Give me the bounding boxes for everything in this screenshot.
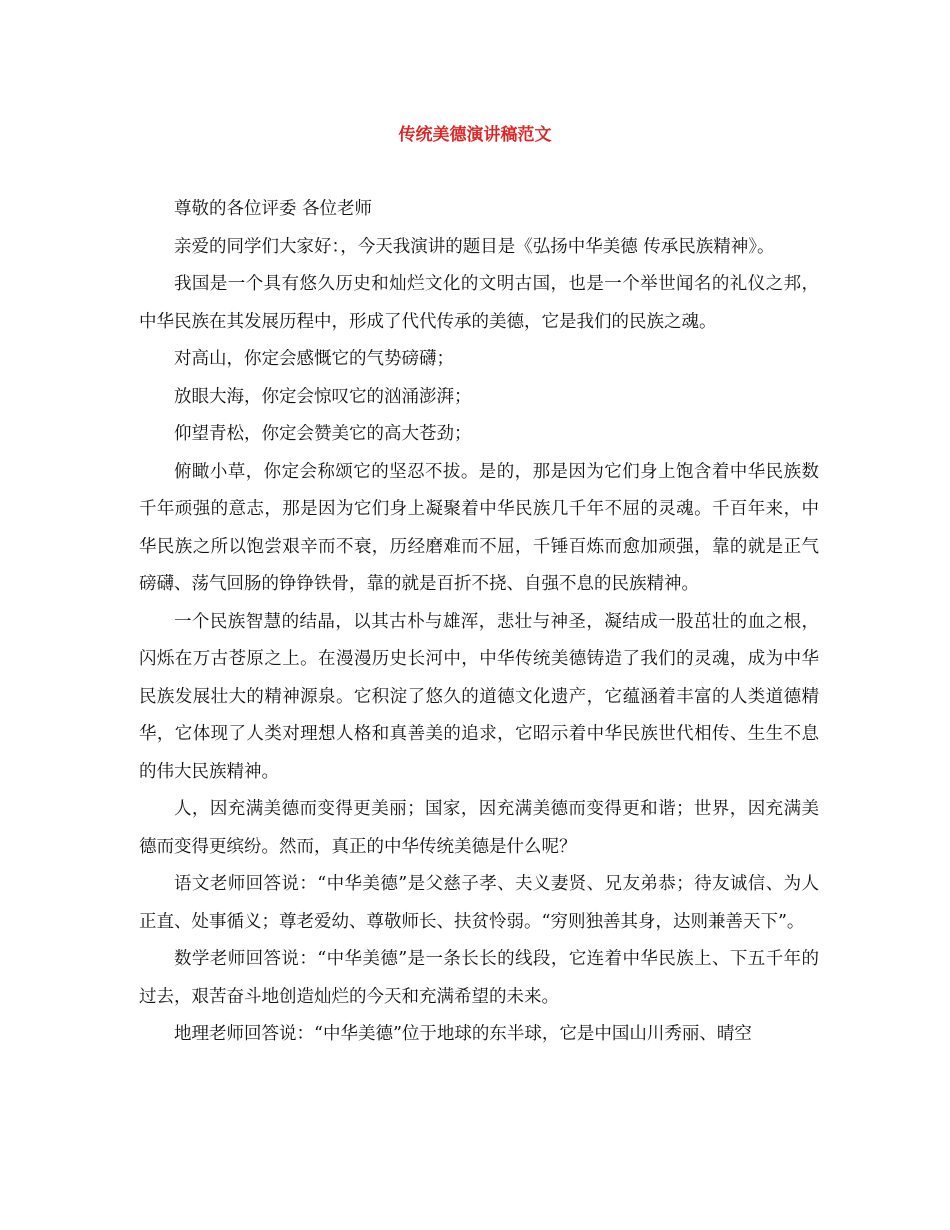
- paragraph-pine: 仰望青松，你定会赞美它的高大苍劲；: [174, 424, 472, 444]
- paragraph-question: 人，因充满美德而变得更美丽；国家，因充满美德而变得更和谐；世界，因充满美德而变得更缤纷。然而，真正的中华传统美德是什么呢？: [139, 799, 819, 857]
- paragraph-greeting: 亲爱的同学们大家好：，今天我演讲的题目是《弘扬中华美德 传承民族精神》。: [174, 236, 775, 257]
- paragraph-sea: 放眼大海，你定会惊叹它的汹涌澎湃；: [174, 386, 472, 407]
- document-title: 传统美德演讲稿范文: [398, 125, 552, 145]
- paragraph-grass: 俯瞰小草，你定会称颂它的坚忍不拔。是的，那是因为它们身上饱含着中华民族数千年顽强的意志，那是因为它们身上凝聚着中华民族几千年不屈的灵魂。千百年来，中华民族之所以饱尝艰辛而不衰，历经磨难而不屈，千锤百炼而愈加顽强，靠的就是正气磅礴、荡气回肠的铮铮铁骨，靠的就是百折不挠、自强不息的民族精神。: [139, 461, 819, 594]
- paragraph-salutation: 尊敬的各位评委 各位老师: [174, 199, 373, 219]
- paragraph-mountain: 对高山，你定会感慨它的气势磅礴；: [174, 349, 454, 369]
- document-body: [139, 191, 819, 1054]
- paragraph-geography-teacher: 地理老师回答说：“中华美德”位于地球的东半球，它是中国山川秀丽、晴空: [174, 1024, 752, 1044]
- paragraph-math-teacher: 数学老师回答说：“中华美德”是一条长长的线段，它连着中华民族上、下五千年的过去，艰苦奋斗地创造灿烂的今天和充满希望的未来。: [139, 949, 819, 1007]
- paragraph-chinese-teacher: 语文老师回答说：“中华美德”是父慈子孝、夫义妻贤、兄友弟恭；待友诚信、为人正直、处事循义；尊老爱幼、尊敬师长、扶贫怜弱。“穷则独善其身，达则兼善天下”。: [139, 874, 819, 932]
- paragraph-wisdom: 一个民族智慧的结晶，以其古朴与雄浑，悲壮与神圣，凝结成一股茁壮的血之根，闪烁在万古苍原之上。在漫漫历史长河中，中华传统美德铸造了我们的灵魂，成为中华民族发展壮大的精神源泉。它积淀了悠久的道德文化遗产，它蕴涵着丰富的人类道德精华，它体现了人类对理想人格和真善美的追求，它昭示着中华民族世代相传、生生不息的伟大民族精神。: [139, 611, 819, 782]
- paragraph-intro: 我国是一个具有悠久历史和灿烂文化的文明古国，也是一个举世闻名的礼仪之邦，中华民族在其发展历程中，形成了代代传承的美德，它是我们的民族之魂。: [139, 274, 819, 332]
